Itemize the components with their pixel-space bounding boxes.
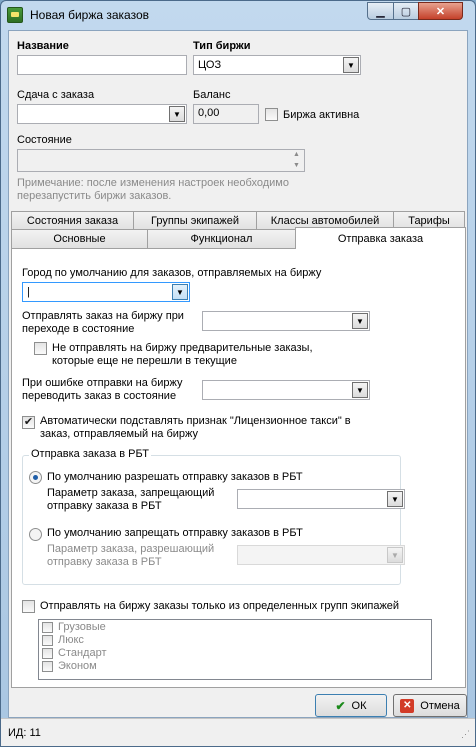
send-state-select[interactable] xyxy=(202,311,370,331)
state-label: Состояние xyxy=(17,134,72,146)
crew-groups-list[interactable] xyxy=(38,619,432,680)
maximize-button[interactable] xyxy=(393,2,419,20)
type-select[interactable] xyxy=(193,55,361,75)
balance-field: 0,00 xyxy=(193,104,259,124)
chevron-down-icon[interactable]: ▼ xyxy=(387,491,403,507)
close-button[interactable] xyxy=(418,2,463,20)
app-icon xyxy=(7,7,23,23)
minimize-icon: ▁ xyxy=(376,5,385,18)
change-label: Сдача с заказа xyxy=(17,89,95,101)
close-icon: ✕ xyxy=(435,5,446,18)
tab-order-sending[interactable] xyxy=(295,227,466,249)
cancel-button[interactable] xyxy=(393,694,467,717)
dialog-client-area xyxy=(8,30,468,718)
tab-label: Состояния заказа xyxy=(26,215,119,227)
balance-label: Баланс xyxy=(193,89,231,101)
name-label: Название xyxy=(17,40,69,52)
rbt-group-caption: Отправка заказа в РБТ xyxy=(31,448,149,460)
tab-label: Функционал xyxy=(190,233,253,245)
groups-only-checkbox[interactable] xyxy=(22,600,35,613)
name-field[interactable] xyxy=(17,55,187,75)
tab-main[interactable] xyxy=(11,229,148,248)
chevron-down-icon[interactable]: ▼ xyxy=(352,382,368,398)
group-label: Эконом xyxy=(58,660,97,672)
maximize-icon: ▢ xyxy=(400,5,412,18)
city-value: | xyxy=(27,286,30,298)
active-label: Биржа активна xyxy=(283,109,360,121)
tab-order-states[interactable] xyxy=(11,211,134,230)
group-label: Грузовые xyxy=(58,621,106,633)
tab-functional[interactable] xyxy=(147,229,296,248)
check-icon: ✔ xyxy=(335,698,346,713)
ok-label: ОК xyxy=(351,699,367,712)
city-label: Город по умолчанию для заказов, отправляемых на биржу xyxy=(22,267,322,279)
ok-button[interactable] xyxy=(315,694,387,717)
no-prelim-checkbox[interactable] xyxy=(34,342,47,355)
license-label: Автоматически подставлять признак "Лицензионное такси" в заказ, отправляемый на биржу xyxy=(40,415,351,440)
tab-label: Тарифы xyxy=(408,215,450,227)
rbt-deny-param-label: Параметр заказа, разрешающий отправку заказа в РБТ xyxy=(47,543,215,568)
rbt-allow-param-label: Параметр заказа, запрещающий отправку заказа в РБТ xyxy=(47,487,215,512)
group-checkbox[interactable] xyxy=(42,661,53,672)
tab-label: Основные xyxy=(53,233,106,245)
city-select[interactable] xyxy=(22,282,190,302)
rbt-allow-label: По умолчанию разрешать отправку заказов в РБТ xyxy=(47,471,303,483)
on-error-select[interactable] xyxy=(202,380,370,400)
chevron-down-icon[interactable]: ▼ xyxy=(352,313,368,329)
send-state-label: Отправлять заказ на биржу при переходе в состояние xyxy=(22,310,184,335)
rbt-deny-label: По умолчанию запрещать отправку заказов в РБТ xyxy=(47,527,303,539)
tab-label: Отправка заказа xyxy=(337,232,424,245)
change-select[interactable] xyxy=(17,104,187,124)
groups-only-label: Отправлять на биржу заказы только из определенных групп экипажей xyxy=(40,600,400,612)
tab-crew-groups[interactable] xyxy=(133,211,257,230)
resize-grip-icon[interactable]: ⋰ xyxy=(461,729,469,739)
group-label: Люкс xyxy=(58,634,84,646)
record-id: ИД: 11 xyxy=(8,727,41,739)
scroll-down-icon: ▼ xyxy=(293,162,300,169)
minimize-button[interactable] xyxy=(367,2,394,20)
on-error-label: При ошибке отправки на биржу переводить заказ в состояние xyxy=(22,377,183,402)
tab-label: Группы экипажей xyxy=(151,215,239,227)
rbt-groupbox xyxy=(22,448,401,585)
type-label: Тип биржи xyxy=(193,40,251,52)
rbt-deny-param-select xyxy=(237,545,405,565)
group-label: Стандарт xyxy=(58,647,107,659)
chevron-down-icon[interactable]: ▼ xyxy=(172,284,188,300)
type-value: ЦОЗ xyxy=(198,59,222,71)
chevron-down-icon: ▼ xyxy=(387,547,403,563)
cancel-icon: ✕ xyxy=(400,699,414,713)
cancel-label: Отмена xyxy=(420,699,460,712)
title-bar[interactable] xyxy=(1,1,475,29)
rbt-allow-param-select[interactable] xyxy=(237,489,405,509)
no-prelim-label: Не отправлять на биржу предварительные заказы, которые еще не перешли в текущие xyxy=(52,342,313,367)
order-sending-panel xyxy=(11,248,466,688)
rbt-deny-radio[interactable] xyxy=(29,528,42,541)
group-checkbox[interactable] xyxy=(42,622,53,633)
group-checkbox[interactable] xyxy=(42,648,53,659)
chevron-down-icon[interactable]: ▼ xyxy=(169,106,185,122)
active-checkbox[interactable] xyxy=(265,108,278,121)
state-field xyxy=(17,149,305,172)
group-checkbox[interactable] xyxy=(42,635,53,646)
scroll-up-icon: ▲ xyxy=(293,151,300,158)
tab-label: Классы автомобилей xyxy=(270,215,380,227)
license-checkbox[interactable]: ✔ xyxy=(23,416,34,428)
chevron-down-icon[interactable]: ▼ xyxy=(343,57,359,73)
settings-note: Примечание: после изменения настроек необходимо перезапустить биржи заказов. xyxy=(17,177,289,202)
rbt-allow-radio[interactable] xyxy=(29,471,42,484)
status-bar xyxy=(1,718,475,746)
window-title: Новая биржа заказов xyxy=(30,8,150,22)
